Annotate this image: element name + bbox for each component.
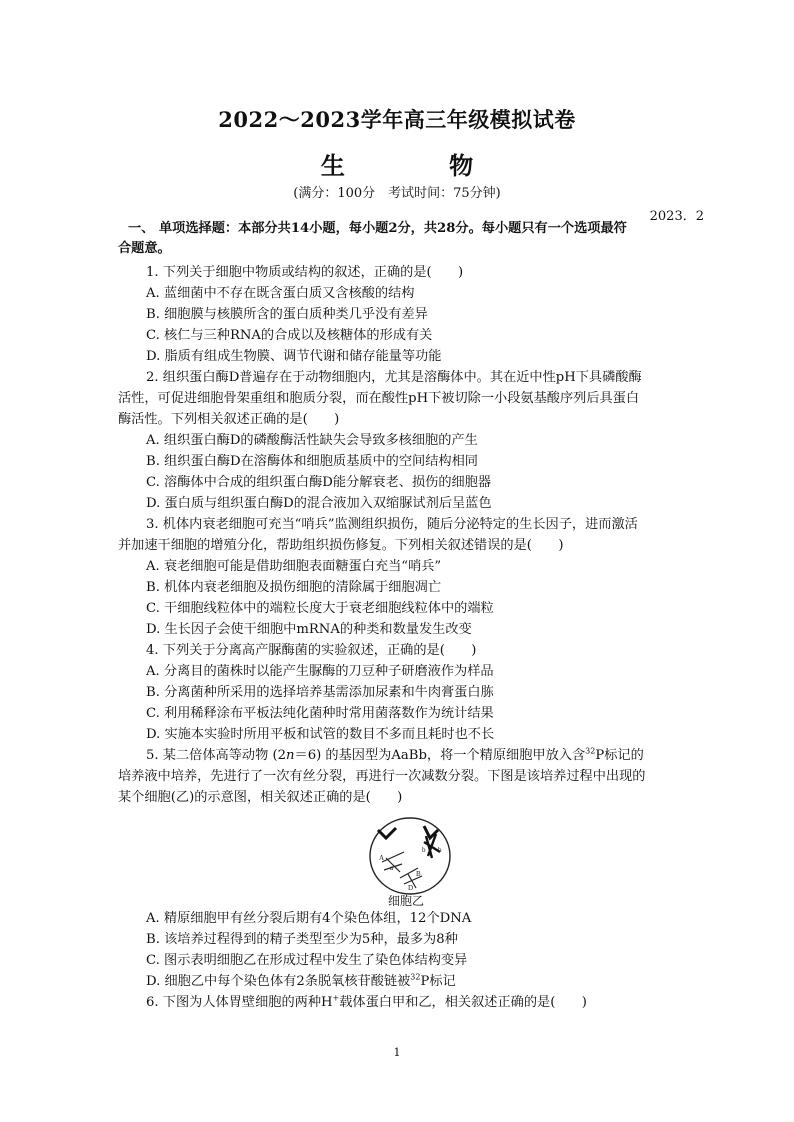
section-heading-line2: 合题意。 xyxy=(118,241,171,256)
q5-stem-line1: 5. 某二倍体高等动物 (2n＝6) 的基因型为AaBb，将一个精原细胞甲放入含$^{32}$P标记的 xyxy=(146,746,644,763)
q1-option-b: B. 细胞膜与核膜所含的蛋白质种类几乎没有差异 xyxy=(146,307,428,322)
q1-option-d: D. 脂质有组成生物膜、调节代谢和储存能量等功能 xyxy=(146,349,442,364)
svg-text:A: A xyxy=(379,854,385,862)
q4-stem: 4. 下列关于分离高产脲酶菌的实验叙述，正确的是( ) xyxy=(146,643,477,658)
cell-diagram xyxy=(360,812,460,904)
q2-option-b: B. 组织蛋白酶D在溶酶体和细胞质基质中的空间结构相同 xyxy=(146,454,478,469)
figure-caption: 细胞乙 xyxy=(388,894,425,908)
subject-title: 生 物 xyxy=(320,151,522,180)
q5-stem-line2: 培养液中培养，先进行了一次有丝分裂，再进行一次减数分裂。下图是该培养过程中出现的 xyxy=(118,769,646,784)
q5-option-d: D. 细胞乙中每个染色体有2条脱氧核苷酸链被$^{32}$P标记 xyxy=(146,972,456,989)
q3-stem-line1: 3. 机体内衰老细胞可充当“哨兵”监测组织损伤，随后分泌特定的生长因子，进而激活 xyxy=(146,517,638,532)
q3-option-a: A. 衰老细胞可能是借助细胞表面糖蛋白充当“哨兵” xyxy=(146,559,442,574)
q4-option-d: D. 实施本实验时所用平板和试管的数目不多而且耗时也不长 xyxy=(146,727,495,742)
q4-option-a: A. 分离目的菌株时以能产生脲酶的刀豆种子研磨液作为样品 xyxy=(146,664,494,679)
q4-option-c: C. 利用稀释涂布平板法纯化菌种时常用菌落数作为统计结果 xyxy=(146,706,494,721)
q2-stem-line2: 活性，可促进细胞骨架重组和胞质分裂，而在酸性pH下被切除一小段氨基酸序列后具蛋白 xyxy=(118,391,640,406)
q1-stem: 1. 下列关于细胞中物质或结构的叙述，正确的是( ) xyxy=(146,265,464,280)
q3-option-c: C. 干细胞线粒体中的端粒长度大于衰老细胞线粒体中的端粒 xyxy=(146,601,494,616)
svg-text:b: b xyxy=(422,846,426,854)
q2-option-a: A. 组织蛋白酶D的磷酸酶活性缺失会导致多核细胞的产生 xyxy=(146,433,478,448)
q5-option-c: C. 图示表明细胞乙在形成过程中发生了染色体结构变异 xyxy=(146,953,468,968)
q3-option-d: D. 生长因子会使干细胞中mRNA的种类和数量发生改变 xyxy=(146,622,472,637)
exam-date: 2023．2 xyxy=(649,209,704,224)
q3-stem-line2: 并加速干细胞的增殖分化，帮助组织损伤修复。下列相关叙述错误的是( ) xyxy=(118,538,564,553)
q6-stem: 6. 下图为人体胃壁细胞的两种H+载体蛋白甲和乙，相关叙述正确的是( ) xyxy=(146,993,587,1010)
q5-option-b: B. 该培养过程得到的精子类型至少为5种，最多为8种 xyxy=(146,932,458,947)
page-number: 1 xyxy=(393,1046,401,1059)
exam-title: 2022～2023学年高三年级模拟试卷 xyxy=(218,107,576,132)
q2-stem-line1: 2. 组织蛋白酶D普遍存在于动物细胞内，尤其是溶酶体中。其在近中性pH下具磷酸酶 xyxy=(146,370,642,385)
q1-option-a: A. 蓝细菌中不存在既含蛋白质又含核酸的结构 xyxy=(146,286,415,301)
exam-meta: (满分：100分 考试时间：75分钟) xyxy=(293,186,501,201)
q1-option-c: C. 核仁与三种RNA的合成以及核糖体的形成有关 xyxy=(146,328,433,343)
svg-text:a: a xyxy=(390,864,394,872)
svg-text:D: D xyxy=(408,884,414,892)
svg-text:b: b xyxy=(438,846,442,854)
q5-option-a: A. 精原细胞甲有丝分裂后期有4个染色体组，12个DNA xyxy=(146,911,472,926)
section-heading-line1: 一、 单项选择题：本部分共14小题，每小题2分，共28分。每小题只有一个选项最符 xyxy=(128,221,627,236)
q4-option-b: B. 分离菌种所采用的选择培养基需添加尿素和牛肉膏蛋白胨 xyxy=(146,685,494,700)
q3-option-b: B. 机体内衰老细胞及损伤细胞的清除属于细胞凋亡 xyxy=(146,580,442,595)
q2-option-d: D. 蛋白质与组织蛋白酶D的混合液加入双缩脲试剂后呈蓝色 xyxy=(146,496,492,511)
q5-stem-line3: 某个细胞(乙)的示意图，相关叙述正确的是( ) xyxy=(118,790,403,805)
q2-stem-line3: 酶活性。下列相关叙述正确的是( ) xyxy=(118,412,340,427)
q2-option-c: C. 溶酶体中合成的组织蛋白酶D能分解衰老、损伤的细胞器 xyxy=(146,475,492,490)
svg-text:B: B xyxy=(416,870,421,878)
cell-figure xyxy=(360,812,460,904)
